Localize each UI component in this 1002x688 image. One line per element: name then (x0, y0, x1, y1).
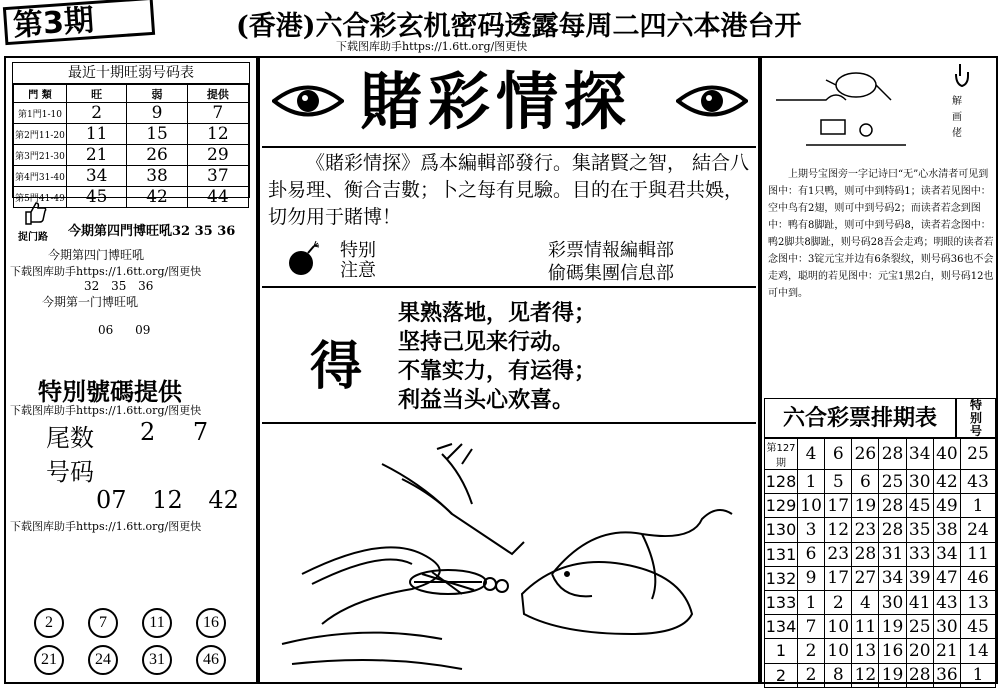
cell-tigong: 7 (187, 103, 248, 124)
door4-line: 今期第四門博旺吼32 35 36 (68, 224, 236, 239)
rat-illustration (262, 424, 756, 682)
number-cell: 28 (879, 439, 906, 470)
eye-icon (676, 80, 748, 122)
table-row (765, 566, 996, 590)
number-cell: 8 (825, 663, 852, 687)
number-cell: 11 (852, 615, 879, 639)
special-cell: 25 (961, 439, 996, 470)
intro-text: 《賭彩情探》爲本編輯部發行。集諸賢之智， 結合八卦易理、衡合吉數；卜之每有見驗。目的在于與君共娛，切勿用于賭博！ (268, 152, 750, 228)
number-cell: 28 (906, 663, 933, 687)
number-cell: 10 (798, 494, 825, 518)
table-row (765, 639, 996, 663)
cell-ruo: 38 (127, 166, 187, 187)
number-cell: 16 (879, 639, 906, 663)
period-cell: 133 (765, 590, 798, 614)
number-cell: 21 (933, 639, 960, 663)
number-cell: 45 (906, 494, 933, 518)
row-label: 第1門1-10 (14, 103, 67, 124)
number-cell: 26 (852, 439, 879, 470)
number-ball: 46 (196, 645, 226, 675)
schedule-special-label: 特别号 (956, 398, 996, 438)
big-char: 得 (310, 337, 363, 397)
number-cell: 19 (879, 615, 906, 639)
notice-label-2: 注意 (340, 260, 376, 281)
rank-table-header (14, 85, 249, 103)
table-row (765, 518, 996, 542)
special-cell: 14 (961, 639, 996, 663)
cell-wang: 45 (67, 187, 127, 208)
special-cell: 13 (961, 590, 996, 614)
table-row (765, 470, 996, 494)
number-ball: 11 (142, 608, 172, 638)
number-cell: 23 (852, 518, 879, 542)
special-cell: 46 (961, 566, 996, 590)
door4-small: 今期第四门博旺吼 (48, 248, 145, 262)
number-cell: 27 (852, 566, 879, 590)
number-cell: 17 (825, 494, 852, 518)
number-cell: 5 (825, 470, 852, 494)
number-cell: 2 (798, 639, 825, 663)
riddle-text: 上期号宝图旁一字记诗曰“无”心水清者可见到图中：有1只鸭，则可中到特码1；读者若见图中：空中鸟有2翅，则可中到号码2；而读者若念到图中：鸭有8脚趾，则可中到号码8，读者若念图中：鸭2脚共8脚趾，则号码28吾会走鸡；明眼的读者若念图中：3锭元宝并边有6条裂纹，则号码36也不会走鸡，聪明的若见图中：元宝1黑2白，则号码12也可中到。 (768, 169, 994, 299)
column-header: 旺 (67, 85, 127, 103)
number-cell: 43 (933, 590, 960, 614)
number-cell: 6 (825, 439, 852, 470)
cell-ruo: 9 (127, 103, 187, 124)
number-cell: 17 (825, 566, 852, 590)
schedule-box (764, 398, 996, 686)
notice-label-1: 特别 (340, 240, 376, 261)
header-watermark: 下载图库助手https://1.6tt.org/图更快 (336, 40, 528, 53)
number-cell: 34 (906, 439, 933, 470)
column-header: 提供 (187, 85, 248, 103)
cell-tigong: 44 (187, 187, 248, 208)
cell-ruo: 15 (127, 124, 187, 145)
number-cell: 23 (825, 542, 852, 566)
schedule-title: 六合彩票排期表 (764, 398, 956, 438)
number-cell: 34 (933, 542, 960, 566)
code-label: 号码 (46, 458, 94, 486)
number-ball: 16 (196, 608, 226, 638)
number-cell: 30 (879, 590, 906, 614)
poem-line: 利益当头心欢喜。 (398, 388, 575, 413)
number-cell: 13 (852, 639, 879, 663)
logo-title: 賭彩情探 (360, 65, 633, 138)
number-ball: 31 (142, 645, 172, 675)
number-cell: 10 (825, 615, 852, 639)
number-cell: 33 (906, 542, 933, 566)
number-cell: 3 (798, 518, 825, 542)
period-cell: 134 (765, 615, 798, 639)
watermark-2: 下载图库助手https://1.6tt.org/图更快 (10, 265, 202, 278)
number-cell: 6 (798, 542, 825, 566)
row-label: 第2門11-20 (14, 124, 67, 145)
period-cell: 第127期 (765, 439, 798, 470)
number-cell: 31 (879, 542, 906, 566)
number-cell: 1 (798, 470, 825, 494)
special-cell: 11 (961, 542, 996, 566)
number-cell: 35 (906, 518, 933, 542)
issue-label: 第3期 (3, 0, 155, 45)
number-cell: 9 (798, 566, 825, 590)
number-cell: 4 (852, 590, 879, 614)
number-cell: 28 (879, 518, 906, 542)
cell-tigong: 29 (187, 145, 248, 166)
door1-label: 今期第一门博旺吼 (42, 295, 139, 309)
period-cell: 129 (765, 494, 798, 518)
period-cell: 1 (765, 639, 798, 663)
special-cell: 1 (961, 663, 996, 687)
row-label: 第3門21-30 (14, 145, 67, 166)
number-cell: 41 (906, 590, 933, 614)
cell-ruo: 26 (127, 145, 187, 166)
special-title: 特別號碼提供 (38, 378, 182, 406)
cell-ruo: 42 (127, 187, 187, 208)
thumb-label: 捉门路 (18, 232, 48, 243)
period-cell: 131 (765, 542, 798, 566)
cell-wang: 2 (67, 103, 127, 124)
number-ball: 24 (88, 645, 118, 675)
poem-line: 不靠实力，有运得； (398, 359, 597, 384)
number-cell: 38 (933, 518, 960, 542)
dept-2: 偷碼集團信息部 (548, 263, 674, 284)
watermark-3: 下载图库助手https://1.6tt.org/图更快 (10, 404, 202, 417)
number-ball: 7 (88, 608, 118, 638)
number-cell: 20 (906, 639, 933, 663)
row-label: 第4門31-40 (14, 166, 67, 187)
cell-wang: 21 (67, 145, 127, 166)
period-cell: 132 (765, 566, 798, 590)
thumb-up-icon (22, 200, 48, 226)
number-cell: 28 (879, 494, 906, 518)
number-cell: 36 (933, 663, 960, 687)
code-nums: 07 12 42 (96, 486, 239, 514)
number-cell: 6 (852, 470, 879, 494)
number-cell: 1 (798, 590, 825, 614)
tail-label: 尾数 (46, 424, 94, 452)
cell-tigong: 37 (187, 166, 248, 187)
table-row (765, 494, 996, 518)
number-cell: 30 (906, 470, 933, 494)
rank-table (13, 84, 249, 208)
poem-line: 果熟落地，见者得； (398, 301, 597, 326)
tail-nums: 2 7 (140, 418, 209, 446)
number-cell: 19 (879, 663, 906, 687)
poem-line: 坚持己见来行动。 (398, 330, 575, 355)
number-cell: 2 (825, 590, 852, 614)
door1-nums: 06 09 (98, 323, 151, 337)
pointing-hand-icon (952, 62, 972, 88)
table-row (14, 166, 249, 187)
number-cell: 19 (852, 494, 879, 518)
number-cell: 39 (906, 566, 933, 590)
number-ball: 21 (34, 645, 64, 675)
number-cell: 30 (933, 615, 960, 639)
table-row (765, 590, 996, 614)
number-cell: 49 (933, 494, 960, 518)
number-cell: 4 (798, 439, 825, 470)
period-cell: 128 (765, 470, 798, 494)
dept-1: 彩票情報編輯部 (548, 240, 674, 261)
number-cell: 2 (798, 663, 825, 687)
number-cell: 25 (906, 615, 933, 639)
table-row (765, 439, 996, 470)
schedule-table (764, 438, 996, 688)
cell-wang: 34 (67, 166, 127, 187)
number-cell: 28 (852, 542, 879, 566)
number-cell: 12 (825, 518, 852, 542)
table-row (765, 663, 996, 687)
period-cell: 130 (765, 518, 798, 542)
table-row (765, 542, 996, 566)
cell-wang: 11 (67, 124, 127, 145)
number-cell: 7 (798, 615, 825, 639)
table-row (14, 187, 249, 208)
rank-table-box (12, 62, 250, 207)
number-cell: 34 (879, 566, 906, 590)
door4-nums: 32 35 36 (84, 279, 154, 293)
number-cell: 10 (825, 639, 852, 663)
column-header: 弱 (127, 85, 187, 103)
cartoon-illustration (766, 60, 942, 150)
number-cell: 25 (879, 470, 906, 494)
number-cell: 12 (852, 663, 879, 687)
special-cell: 43 (961, 470, 996, 494)
bomb-icon (284, 238, 324, 278)
number-ball: 2 (34, 608, 64, 638)
period-cell: 2 (765, 663, 798, 687)
table-row (14, 103, 249, 124)
table-row (765, 615, 996, 639)
special-cell: 1 (961, 494, 996, 518)
table-row (14, 124, 249, 145)
rank-table-title: 最近十期旺弱号码表 (13, 63, 249, 84)
table-row (14, 145, 249, 166)
page-title: (香港)六合彩玄机密码透露每周二四六本港台开 (236, 11, 802, 42)
hand-label: 解画佬 (952, 96, 962, 139)
special-cell: 45 (961, 615, 996, 639)
column-header: 門 類 (14, 85, 67, 103)
number-cell: 47 (933, 566, 960, 590)
row-label: 第5門41-49 (14, 187, 67, 208)
special-cell: 24 (961, 518, 996, 542)
cell-tigong: 12 (187, 124, 248, 145)
number-cell: 40 (933, 439, 960, 470)
eye-icon (272, 80, 344, 122)
number-cell: 42 (933, 470, 960, 494)
watermark-4: 下载图库助手https://1.6tt.org/图更快 (10, 520, 202, 533)
